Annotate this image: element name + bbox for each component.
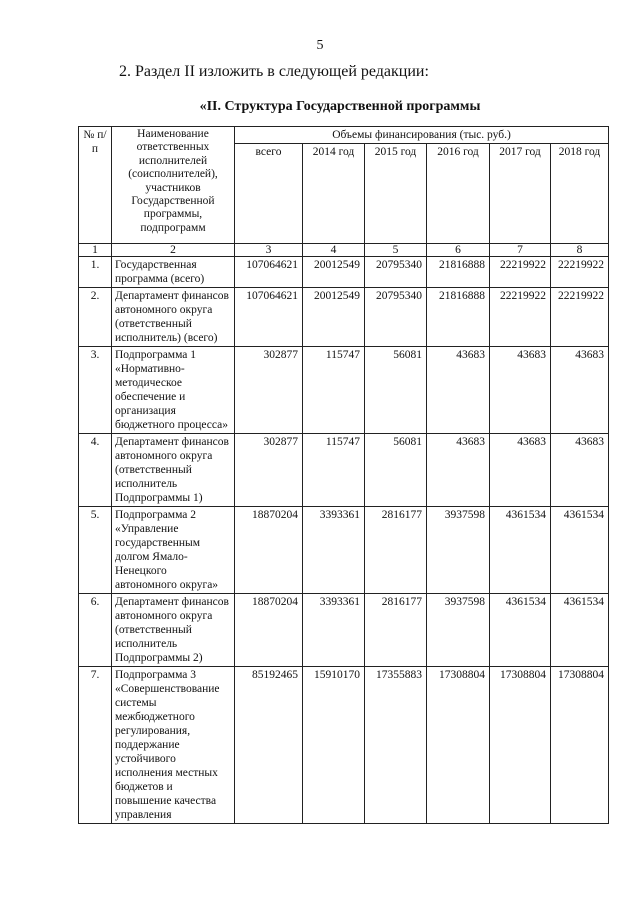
row-index: 5. — [79, 507, 112, 594]
row-name: Департамент финансов автономного округа (ответственный исполнитель Подпрограммы 2) — [112, 594, 235, 667]
row-index: 7. — [79, 667, 112, 824]
table-row — [79, 594, 609, 667]
row-value-2017: 43683 — [490, 434, 551, 507]
column-number: 5 — [365, 244, 427, 257]
row-value-2018: 22219922 — [551, 288, 609, 347]
row-name: Департамент финансов автономного округа (ответственный исполнитель) (всего) — [112, 288, 235, 347]
row-value-2016: 21816888 — [427, 288, 490, 347]
page-number: 5 — [316, 38, 324, 53]
row-value-2014: 115747 — [303, 434, 365, 507]
row-value-2016: 21816888 — [427, 257, 490, 288]
row-index: 3. — [79, 347, 112, 434]
row-value-2017: 17308804 — [490, 667, 551, 824]
row-name: Государственная программа (всего) — [112, 257, 235, 288]
row-value-2014: 3393361 — [303, 594, 365, 667]
row-value-2016: 3937598 — [427, 594, 490, 667]
row-name: Подпрограмма 1 «Нормативно-методическое обеспечение и организация бюджетного процесса» — [112, 347, 235, 434]
row-index: 1. — [79, 257, 112, 288]
row-value-2014: 115747 — [303, 347, 365, 434]
row-value-2014: 20012549 — [303, 288, 365, 347]
row-name: Подпрограмма 3 «Совершенствование системы межбюджетного регулирования, поддержание устойчивого исполнения местных бюджетов и повышение качества управления — [112, 667, 235, 824]
column-number: 2 — [112, 244, 235, 257]
header-index: № п/п — [79, 127, 112, 244]
header-col-2016: 2016 год — [427, 144, 490, 244]
row-value-2016: 17308804 — [427, 667, 490, 824]
table-row — [79, 288, 609, 347]
header-funding: Объемы финансирования (тыс. руб.) — [235, 127, 609, 144]
table-row — [79, 667, 609, 824]
row-value-total: 107064621 — [235, 257, 303, 288]
table-row — [79, 507, 609, 594]
row-value-2016: 43683 — [427, 347, 490, 434]
row-value-2018: 4361534 — [551, 507, 609, 594]
row-index: 6. — [79, 594, 112, 667]
row-value-total: 302877 — [235, 347, 303, 434]
row-value-total: 18870204 — [235, 507, 303, 594]
row-value-total: 85192465 — [235, 667, 303, 824]
row-value-2018: 43683 — [551, 347, 609, 434]
row-value-2017: 43683 — [490, 347, 551, 434]
column-number: 7 — [490, 244, 551, 257]
row-value-2014: 3393361 — [303, 507, 365, 594]
row-value-2017: 4361534 — [490, 507, 551, 594]
table-row — [79, 434, 609, 507]
row-name: Подпрограмма 2 «Управление государственным долгом Ямало-Ненецкого автономного округа» — [112, 507, 235, 594]
column-number: 8 — [551, 244, 609, 257]
row-value-2017: 22219922 — [490, 257, 551, 288]
row-value-total: 302877 — [235, 434, 303, 507]
row-value-2017: 4361534 — [490, 594, 551, 667]
section-title: «II. Структура Государственной программы — [199, 99, 481, 114]
row-value-2018: 4361534 — [551, 594, 609, 667]
column-number: 1 — [79, 244, 112, 257]
header-col-2017: 2017 год — [490, 144, 551, 244]
header-col-2014: 2014 год — [303, 144, 365, 244]
row-value-2015: 2816177 — [365, 507, 427, 594]
row-value-2018: 17308804 — [551, 667, 609, 824]
column-number: 6 — [427, 244, 490, 257]
table-row — [79, 347, 609, 434]
table-row — [79, 257, 609, 288]
row-value-2014: 15910170 — [303, 667, 365, 824]
row-value-total: 107064621 — [235, 288, 303, 347]
header-name: Наименование ответственных исполнителей (соисполнителей), участников Государственной программы, подпрограмм — [112, 127, 235, 244]
row-value-2016: 43683 — [427, 434, 490, 507]
table-body — [79, 257, 609, 824]
row-value-2018: 22219922 — [551, 257, 609, 288]
funding-table — [78, 126, 609, 824]
column-number: 3 — [235, 244, 303, 257]
row-value-2015: 17355883 — [365, 667, 427, 824]
header-col-2018: 2018 год — [551, 144, 609, 244]
row-value-2015: 20795340 — [365, 257, 427, 288]
header-col-2015: 2015 год — [365, 144, 427, 244]
row-index: 2. — [79, 288, 112, 347]
row-index: 4. — [79, 434, 112, 507]
row-name: Департамент финансов автономного округа (ответственный исполнитель Подпрограммы 1) — [112, 434, 235, 507]
row-value-total: 18870204 — [235, 594, 303, 667]
row-value-2015: 20795340 — [365, 288, 427, 347]
row-value-2017: 22219922 — [490, 288, 551, 347]
amendment-intro: 2. Раздел II изложить в следующей редакции: — [119, 63, 429, 80]
row-value-2014: 20012549 — [303, 257, 365, 288]
row-value-2015: 2816177 — [365, 594, 427, 667]
table-header — [79, 127, 609, 257]
column-number-row — [79, 244, 609, 257]
row-value-2015: 56081 — [365, 347, 427, 434]
row-value-2015: 56081 — [365, 434, 427, 507]
column-number: 4 — [303, 244, 365, 257]
header-col-total: всего — [235, 144, 303, 244]
row-value-2016: 3937598 — [427, 507, 490, 594]
row-value-2018: 43683 — [551, 434, 609, 507]
